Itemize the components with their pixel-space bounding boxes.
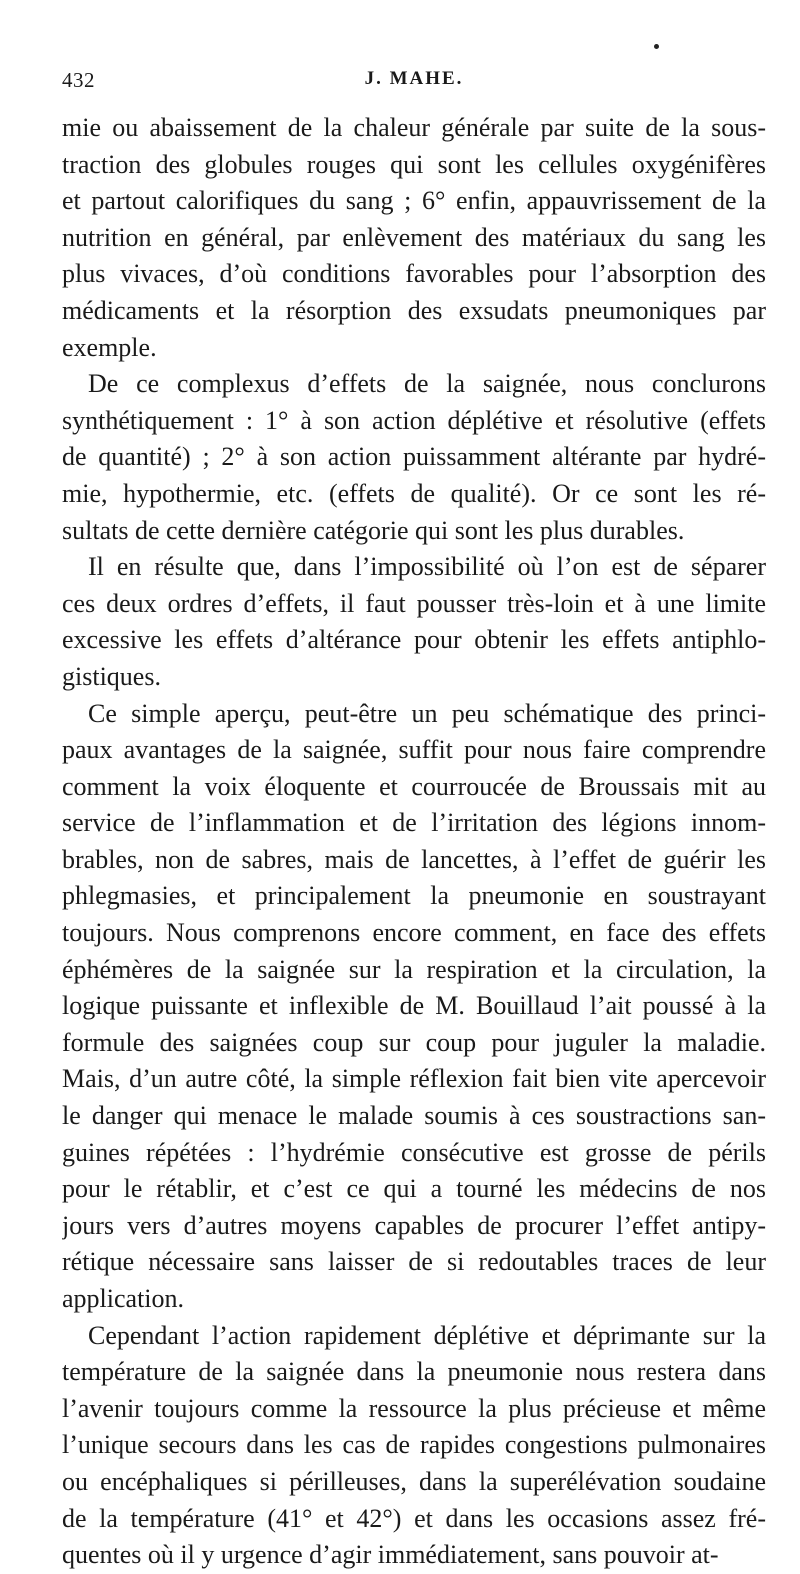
text-line: traction des globules rouges qui sont les cellules oxygénifères — [62, 149, 766, 179]
text-line: exemple. — [62, 332, 157, 362]
text-line: Cependant l’action rapidement déplétive et déprimante sur la — [88, 1320, 766, 1350]
text-line: Ce simple aperçu, peut-être un peu schématique des princi- — [88, 698, 766, 728]
text-line: service de l’inflammation et de l’irritation des légions innom- — [62, 808, 766, 838]
page-number: 432 — [62, 68, 95, 92]
body-text — [62, 110, 766, 1574]
paragraph — [62, 110, 766, 366]
text-line: synthétiquement : 1° à son action déplétive et résolutive (effets — [62, 405, 766, 435]
text-line: de la température (41° et 42°) et dans les occasions assez fré- — [62, 1503, 766, 1533]
text-line: comment la voix éloquente et courroucée de Broussais mit au — [62, 771, 766, 801]
text-line: l’avenir toujours comme la ressource la plus précieuse et même — [62, 1393, 766, 1423]
running-head: J. MAHE. — [364, 68, 464, 89]
paragraph — [62, 696, 766, 1318]
text-line: brables, non de sabres, mais de lancettes, à l’effet de guérir les — [62, 844, 766, 874]
text-line: logique puissante et inflexible de M. Bouillaud l’ait poussé à la — [62, 991, 766, 1021]
text-line: mie ou abaissement de la chaleur générale par suite de la sous- — [62, 113, 766, 142]
text-line: le danger qui menace le malade soumis à ces soustractions san- — [62, 1101, 766, 1131]
page-header — [62, 68, 766, 98]
text-line: excessive les effets d’altérance pour obtenir les effets antiphlo- — [62, 625, 766, 655]
text-line: mie, hypothermie, etc. (effets de qualité). Or ce sont les ré- — [62, 478, 766, 508]
text-line: ou encéphaliques si périlleuses, dans la superélévation soudaine — [62, 1466, 766, 1496]
text-line: Il en résulte que, dans l’impossibilité où l’on est de séparer — [88, 552, 766, 582]
paragraph — [62, 366, 766, 549]
text-line: ces deux ordres d’effets, il faut pousser très-loin et à une limite — [62, 588, 766, 618]
text-line: l’unique secours dans les cas de rapides congestions pulmonaires — [62, 1430, 766, 1460]
text-line: jours vers d’autres moyens capables de procurer l’effet antipy- — [62, 1210, 766, 1240]
text-line: sultats de cette dernière catégorie qui sont les plus durables. — [62, 515, 685, 545]
text-line: quentes où il y urgence d’agir immédiatement, sans pouvoir at- — [62, 1540, 719, 1570]
text-line: rétique nécessaire sans laisser de si redoutables traces de leur — [62, 1247, 766, 1277]
text-line: éphémères de la saignée sur la respiration et la circulation, la — [62, 954, 766, 984]
text-line: De ce complexus d’effets de la saignée, nous conclurons — [88, 369, 766, 399]
text-line: phlegmasies, et principalement la pneumonie en soustrayant — [62, 881, 766, 911]
text-line: pour le rétablir, et c’est ce qui a tourné les médecins de nos — [62, 1174, 766, 1204]
paragraph — [62, 1318, 766, 1574]
text-line: température de la saignée dans la pneumonie nous restera dans — [62, 1357, 766, 1387]
paragraph — [62, 549, 766, 695]
text-line: guines répétées : l’hydrémie consécutive est grosse de périls — [62, 1137, 766, 1167]
text-line: de quantité) ; 2° à son action puissamment altérante par hydré- — [62, 442, 766, 472]
text-line: Mais, d’un autre côté, la simple réflexion fait bien vite apercevoir — [62, 1064, 766, 1094]
text-line: gistiques. — [62, 661, 161, 691]
text-line: et partout calorifiques du sang ; 6° enfin, appauvrissement de la — [62, 186, 766, 216]
text-line: plus vivaces, d’où conditions favorables pour l’absorption des — [62, 259, 766, 289]
text-line: toujours. Nous comprenons encore comment, en face des effets — [62, 918, 766, 948]
text-line: médicaments et la résorption des exsudats pneumoniques par — [62, 295, 766, 325]
text-line: application. — [62, 1284, 185, 1313]
ink-speck — [654, 44, 659, 49]
text-line: formule des saignées coup sur coup pour juguler la maladie. — [62, 1027, 766, 1057]
text-line: nutrition en général, par enlèvement des matériaux du sang les — [62, 222, 766, 252]
text-line: paux avantages de la saignée, suffit pour nous faire comprendre — [62, 735, 766, 765]
